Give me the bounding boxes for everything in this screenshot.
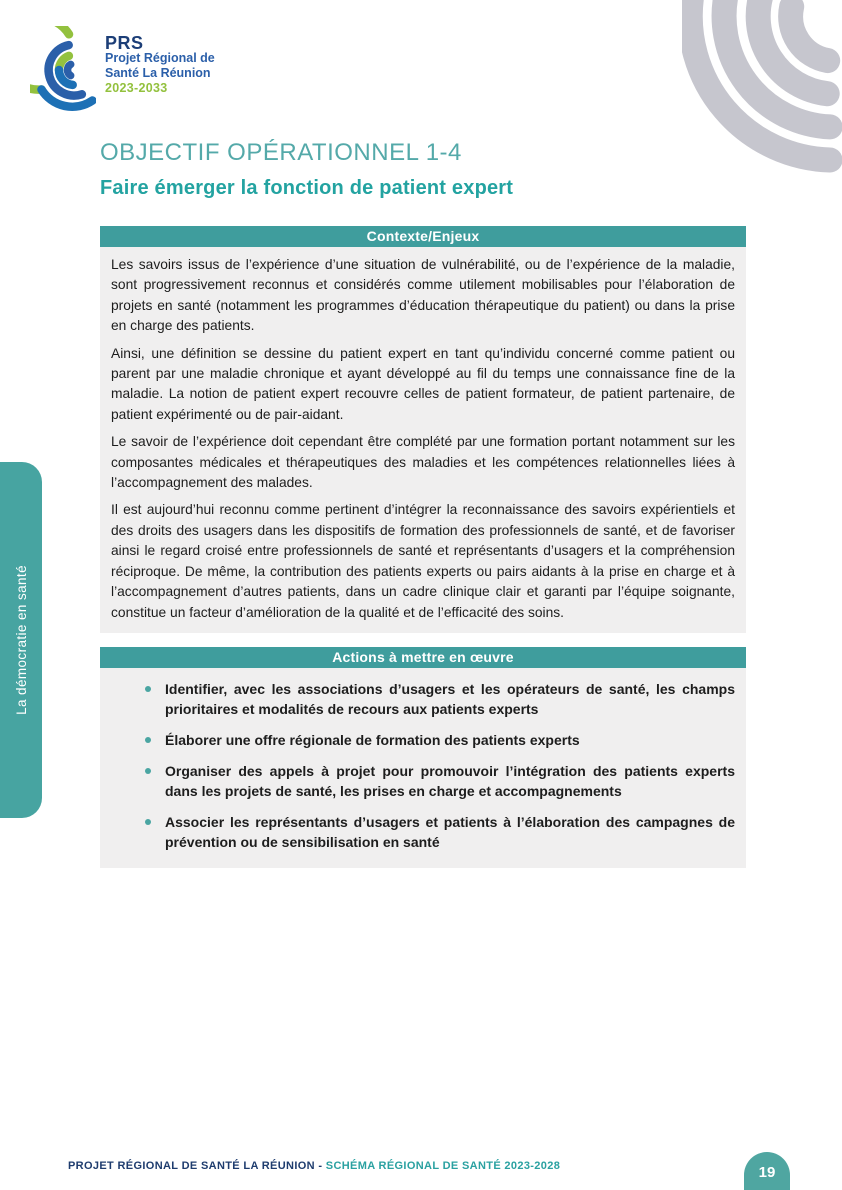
- section-contexte: [100, 226, 746, 633]
- bullet-icon: [145, 819, 151, 825]
- footer-title-scheme: SCHÉMA RÉGIONAL DE SANTÉ 2023-2028: [325, 1160, 561, 1172]
- logo-line1: Projet Régional de: [105, 51, 215, 65]
- footer-document-title: [68, 1160, 560, 1172]
- prs-logo: [30, 26, 215, 114]
- list-item: [111, 761, 735, 801]
- paragraph: Le savoir de l’expérience doit cependant être complété par une formation portant notamment sur les composantes médicales et thérapeutiques des maladies et les compétences relationnelles liées à l’accompagnement des malades.: [111, 434, 735, 491]
- bullet-text: Associer les représentants d’usagers et patients à l’élaboration des campagnes de prévention ou de sensibilisation en santé: [165, 813, 735, 850]
- logo-years: 2023-2033: [105, 81, 168, 95]
- page-number-badge: 19: [744, 1152, 790, 1190]
- paragraph: Ainsi, une définition se dessine du patient expert en tant qu’individu concerné comme patient ou parent par une maladie chronique et ayant développé au fil du temps une connaissance fine de la maladie. La notion de patient expert recouvre celles de patient formateur, de patient partenaire, de patient expérimenté ou de pair-aidant.: [111, 345, 735, 422]
- bullet-icon: [145, 737, 151, 743]
- prs-logo-icon: [30, 26, 96, 114]
- main-content: [100, 140, 746, 868]
- logo-line2: Santé La Réunion: [105, 66, 211, 80]
- bullet-icon: [145, 686, 151, 692]
- bullet-text: Identifier, avec les associations d’usagers et les opérateurs de santé, les champs prioritaires et modalités de recours aux patients experts: [165, 680, 735, 717]
- page-title: Faire émerger la fonction de patient expert: [100, 177, 514, 199]
- objective-kicker: OBJECTIF OPÉRATIONNEL 1-4: [100, 139, 462, 166]
- section-header-contexte: Contexte/Enjeux: [100, 226, 746, 247]
- actions-body: [100, 668, 746, 868]
- paragraph: Il est aujourd’hui reconnu comme pertinent d’intégrer la reconnaissance des savoirs expérientiels et des droits des usagers dans les dispositifs de formation des professionnels de santé, et de favoriser ainsi le regard croisé entre professionnels de santé et représentants d’usagers et la compréhension réciproque. De même, la contribution des patients experts ou pairs aidants à la prise en charge et à l’accompagnement d’autres patients, dans un cadre clinique clair et garanti par l’équipe soignante, constitue un facteur d’amélioration de la qualité et de l’efficacité des soins.: [111, 502, 735, 620]
- footer-title-main: PROJET RÉGIONAL DE SANTÉ LA RÉUNION -: [68, 1160, 326, 1172]
- sidebar-chapter-tab: [0, 462, 42, 818]
- bullet-icon: [145, 768, 151, 774]
- section-actions: [100, 647, 746, 868]
- list-item: [111, 812, 735, 852]
- logo-acronym: PRS: [105, 33, 144, 53]
- bullet-text: Organiser des appels à projet pour promouvoir l’intégration des patients experts dans les projets de santé, les prises en charge et accompagnements: [165, 762, 735, 799]
- bullet-text: Élaborer une offre régionale de formation des patients experts: [165, 731, 580, 748]
- list-item: [111, 730, 735, 750]
- section-header-actions: Actions à mettre en œuvre: [100, 647, 746, 668]
- prs-logo-text: [105, 26, 215, 96]
- sidebar-chapter-label: La démocratie en santé: [13, 565, 29, 715]
- contexte-body: [100, 247, 746, 633]
- paragraph: Les savoirs issus de l’expérience d’une situation de vulnérabilité, ou de l’expérience de la maladie, sont progressivement reconnus et considérés comme utilement mobilisables pour l’élaboration de projets en santé (notamment les programmes d’éducation thérapeutique du patient) ou dans la prise en charge des patients.: [111, 257, 735, 334]
- list-item: [111, 679, 735, 719]
